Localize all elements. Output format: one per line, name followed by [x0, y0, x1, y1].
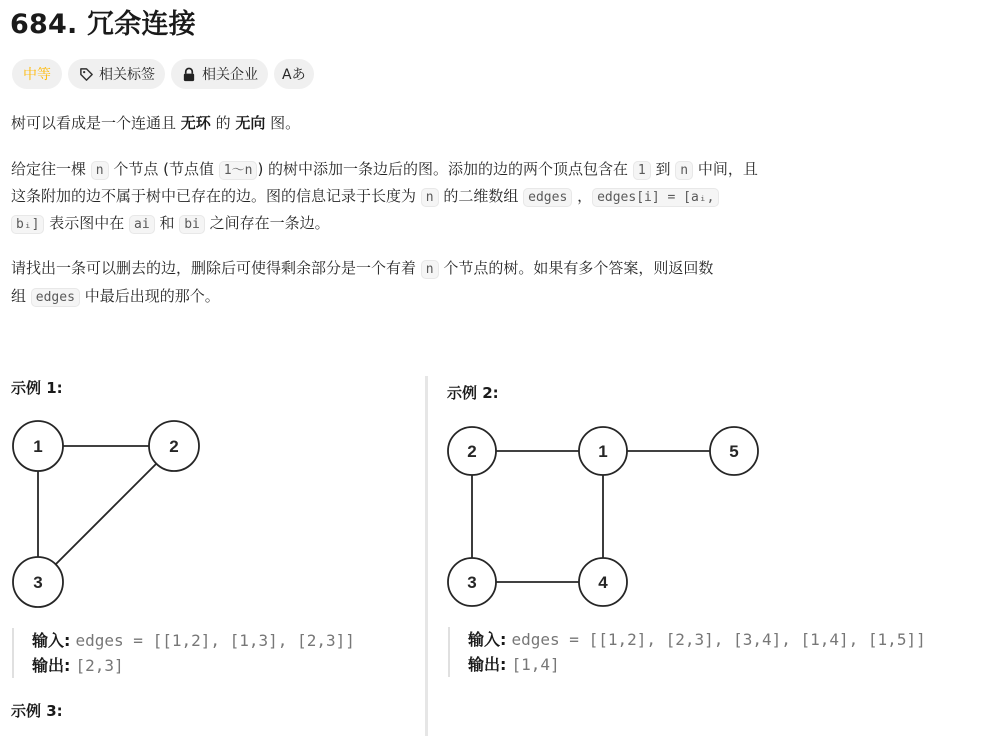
text: 图。	[265, 114, 301, 132]
input-label: 输入:	[32, 631, 71, 650]
output-label: 输出:	[32, 656, 71, 675]
text: 之间存在一条边。	[204, 214, 330, 232]
node-label: 3	[467, 573, 477, 592]
text: ) 的树中添加一条边后的图。添加的边的两个顶点包含在	[257, 160, 633, 178]
text: 的二维数组	[438, 187, 524, 205]
text: 组	[11, 287, 31, 305]
graph-node	[579, 558, 627, 606]
node-label: 2	[467, 442, 477, 461]
node-label: 1	[33, 437, 43, 456]
output-label: 输出:	[468, 655, 507, 674]
inline-code: n	[91, 161, 109, 180]
text: 的	[210, 114, 236, 132]
text: 中最后出现的那个。	[79, 287, 220, 305]
example-1-io	[12, 628, 427, 678]
example-2-io	[448, 627, 990, 677]
node-label: 4	[598, 573, 608, 592]
example-2-heading: 示例 2:	[447, 384, 499, 402]
graph-node	[13, 421, 63, 471]
text: 中间，且	[693, 160, 758, 178]
text: 表示图中在	[44, 214, 130, 232]
example-1-graph	[38, 446, 174, 582]
difficulty-label: 中等	[23, 67, 51, 83]
inline-code: bi	[179, 215, 205, 234]
emphasis: 无向	[235, 114, 266, 132]
inline-code: bᵢ]	[11, 215, 44, 234]
graph-node	[448, 427, 496, 475]
text: 到	[650, 160, 676, 178]
inline-code: 1～n	[219, 161, 258, 180]
text: 个节点 (节点值	[108, 160, 219, 178]
example-3-heading: 示例 3:	[11, 702, 63, 720]
graph-node	[579, 427, 627, 475]
problem-title: 684. 冗余连接	[10, 9, 196, 40]
inline-code: ai	[129, 215, 155, 234]
example-1-heading: 示例 1:	[11, 379, 63, 397]
text: 这条附加的边不属于树中已存在的边。图的信息记录于长度为	[11, 187, 421, 205]
translate-icon: Aあ	[282, 67, 306, 83]
graph-node	[448, 558, 496, 606]
text: 和	[154, 214, 180, 232]
inline-code: 1	[633, 161, 651, 180]
inline-code: edges[i] = [aᵢ,	[592, 188, 719, 207]
node-label: 1	[598, 442, 608, 461]
input-label: 输入:	[468, 630, 507, 649]
text: 树可以看成是一个连通且	[11, 114, 181, 132]
output-value: [1,4]	[511, 655, 560, 674]
emphasis: 无环	[180, 114, 211, 132]
text: 个节点的树。如果有多个答案，则返回数	[438, 259, 714, 277]
output-value: [2,3]	[75, 656, 124, 675]
inline-code: n	[421, 260, 439, 279]
example-1-output	[32, 653, 427, 678]
text: 请找出一条可以删去的边，删除后可使得剩余部分是一个有着	[11, 259, 421, 277]
graph-node	[13, 557, 63, 607]
input-value: edges = [[1,2], [2,3], [3,4], [1,4], [1,5]]	[511, 630, 926, 649]
inline-code: edges	[523, 188, 572, 207]
graph-node	[710, 427, 758, 475]
inline-code: n	[421, 188, 439, 207]
text: ，	[572, 187, 593, 205]
text: 给定往一棵	[11, 160, 91, 178]
example-2-input	[468, 627, 990, 652]
node-label: 5	[729, 442, 739, 461]
example-1-input	[32, 628, 427, 653]
graph-edge	[38, 446, 174, 582]
graph-node	[149, 421, 199, 471]
node-label: 2	[169, 437, 179, 456]
inline-code: edges	[31, 288, 80, 307]
example-2-output	[468, 652, 990, 677]
inline-code: n	[675, 161, 693, 180]
input-value: edges = [[1,2], [1,3], [2,3]]	[75, 631, 355, 650]
related-tags-label: 相关标签	[99, 67, 155, 83]
node-label: 3	[33, 573, 43, 592]
related-companies-label: 相关企业	[202, 67, 258, 83]
